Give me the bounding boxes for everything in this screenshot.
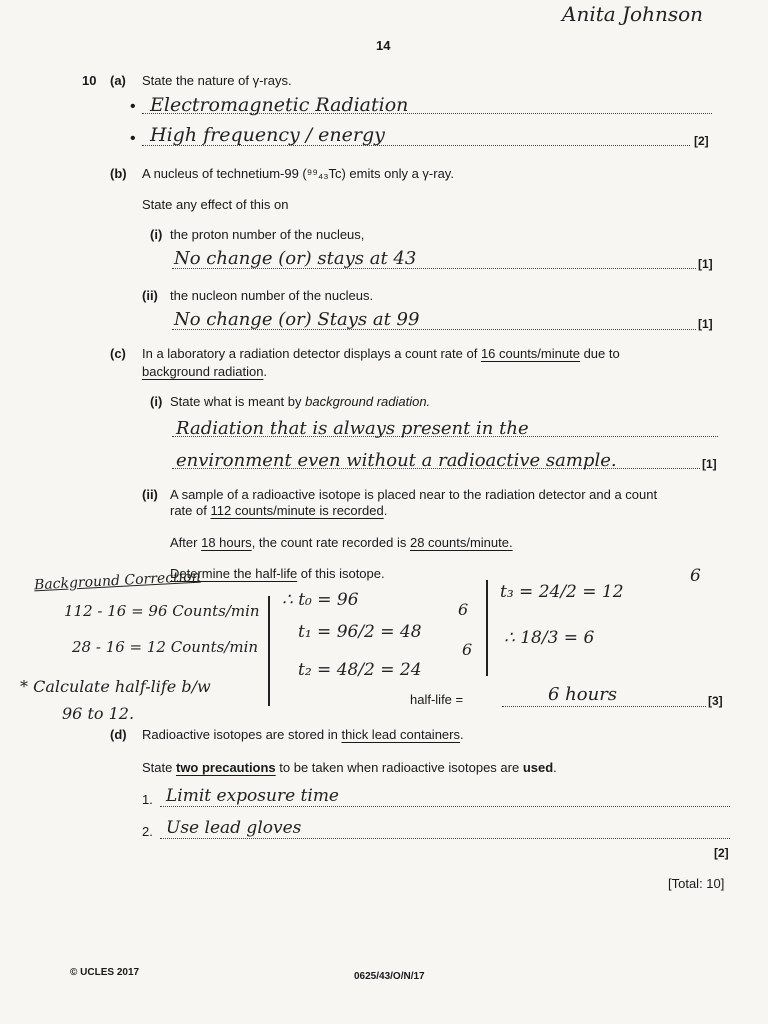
question-number: 10 <box>82 73 97 88</box>
handwritten-working: t₃ = 24/2 = 12 <box>500 582 624 602</box>
student-name: Anita Johnson <box>562 2 704 26</box>
handwritten-answer: Limit exposure time <box>166 786 339 806</box>
handwritten-working: 6 <box>458 600 469 619</box>
part-c-intro-line2 <box>142 364 267 379</box>
part-a-question: State the nature of γ-rays. <box>142 73 292 88</box>
part-c-ii-text-line1: A sample of a radioactive isotope is placed near to the radiation detector and a count <box>170 487 658 502</box>
marks: [2] <box>714 846 729 860</box>
handwritten-answer: High frequency / energy <box>150 124 385 146</box>
part-b-i-question: the proton number of the nucleus, <box>170 227 365 242</box>
marks: [1] <box>698 317 713 331</box>
handwritten-working: t₂ = 48/2 = 24 <box>298 660 422 680</box>
total-marks: [Total: 10] <box>668 876 725 891</box>
part-b-label: (b) <box>110 166 127 181</box>
handwritten-working: ∴ t₀ = 96 <box>282 590 359 610</box>
handwritten-answer: Electromagnetic Radiation <box>150 94 409 116</box>
part-c-i-label: (i) <box>150 394 163 409</box>
handwritten-working: * Calculate half-life b/w <box>20 677 211 696</box>
marks: [1] <box>698 257 713 271</box>
text: , the count rate recorded is <box>251 535 407 550</box>
part-a-label: (a) <box>110 73 126 88</box>
handwritten-answer: Use lead gloves <box>166 818 302 838</box>
working-divider <box>268 596 270 706</box>
part-b-ii-label: (ii) <box>142 288 158 303</box>
precaution-number: 1. <box>142 792 153 807</box>
bullet-2: • <box>130 130 136 147</box>
handwritten-answer: environment even without a radioactive sample. <box>176 450 617 471</box>
time: 18 hours <box>201 535 252 550</box>
answer-line <box>502 706 706 707</box>
text: used <box>522 760 554 775</box>
paper-code: 0625/43/O/N/17 <box>354 971 425 982</box>
handwritten-working: 28 - 16 = 12 Counts/min <box>72 638 259 656</box>
marks: [1] <box>702 457 717 471</box>
text: to be taken when radioactive isotopes are <box>275 760 523 775</box>
count-rate: 112 counts/minute is recorded <box>210 503 384 518</box>
part-c-label: (c) <box>110 346 126 361</box>
part-c-ii-text-line2 <box>170 503 387 518</box>
count-rate: 16 counts/minute <box>480 346 580 361</box>
part-b-intro: A nucleus of technetium-99 (⁹⁹₄₃Tc) emits only a γ-ray. <box>142 166 454 181</box>
text: State what is meant by <box>170 394 302 409</box>
handwritten-working: ∴ 18/3 = 6 <box>504 628 595 648</box>
marks: [2] <box>694 134 709 148</box>
text: two precautions <box>175 760 276 775</box>
handwritten-working: 6 <box>462 640 473 659</box>
copyright: © UCLES 2017 <box>70 967 140 978</box>
part-c-ii-after <box>170 535 513 550</box>
text: State <box>142 760 173 775</box>
handwritten-answer: 6 hours <box>548 684 618 705</box>
text: . <box>553 760 557 775</box>
handwritten-working: 6 <box>690 566 701 586</box>
part-d-prompt <box>142 760 557 775</box>
background-radiation-term: background radiation <box>142 364 264 379</box>
text: thick lead containers <box>341 727 460 742</box>
part-b-i-label: (i) <box>150 227 163 242</box>
handwritten-answer: Radiation that is always present in the <box>176 418 529 439</box>
handwritten-answer: No change (or) Stays at 99 <box>174 309 420 330</box>
text: . <box>263 364 268 379</box>
handwritten-working: 112 - 16 = 96 Counts/min <box>64 602 260 620</box>
handwritten-working: 96 to 12. <box>62 704 135 723</box>
precaution-number: 2. <box>142 824 153 839</box>
answer-line <box>160 806 730 807</box>
text: . <box>383 503 388 518</box>
bullet-1: • <box>130 98 136 115</box>
half-life-label: half-life = <box>410 692 464 707</box>
part-d-intro <box>142 727 464 742</box>
part-b-ii-question: the nucleon number of the nucleus. <box>170 288 374 303</box>
text: Determine the half-life <box>170 566 298 581</box>
page-number: 14 <box>376 38 391 53</box>
part-c-ii-determine <box>170 566 385 581</box>
text: After <box>170 535 198 550</box>
working-divider <box>486 580 488 676</box>
text: Radioactive isotopes are stored in <box>142 727 338 742</box>
text: . <box>459 727 464 742</box>
part-b-prompt: State any effect of this on <box>142 197 289 212</box>
text: of this isotope. <box>297 566 385 581</box>
part-c-i-question <box>170 394 430 409</box>
text: rate of <box>170 503 207 518</box>
handwritten-answer: No change (or) stays at 43 <box>174 248 417 269</box>
answer-line <box>160 838 730 839</box>
text: In a laboratory a radiation detector displays a count rate of <box>142 346 478 361</box>
count-rate: 28 counts/minute. <box>409 535 513 550</box>
handwritten-working: t₁ = 96/2 = 48 <box>298 622 422 642</box>
term: background radiation. <box>305 394 431 409</box>
handwritten-working: Background Correction <box>33 568 201 594</box>
part-c-intro-line1 <box>142 346 620 361</box>
part-d-label: (d) <box>110 727 127 742</box>
marks: [3] <box>708 694 723 708</box>
text: due to <box>583 346 620 361</box>
part-c-ii-label: (ii) <box>142 487 158 502</box>
